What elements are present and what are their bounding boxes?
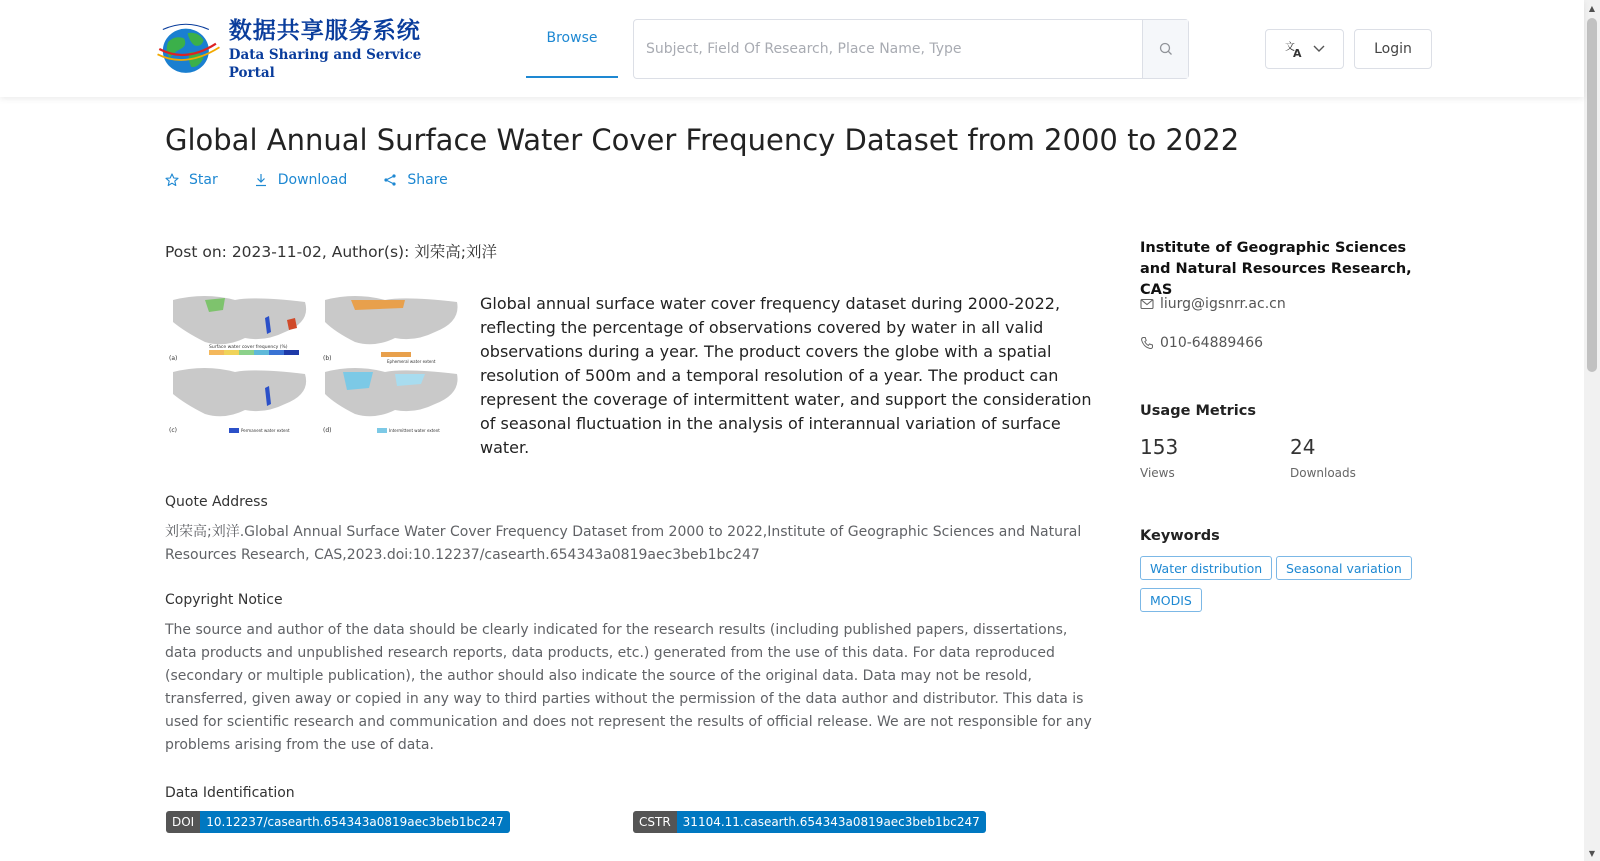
- contact-email[interactable]: [1140, 296, 1286, 312]
- translate-icon: [1285, 40, 1305, 58]
- thumbnail-legend-d: Intermittent water extent: [389, 428, 440, 433]
- search-box: [633, 19, 1189, 79]
- phone-icon: [1140, 336, 1154, 350]
- downloads-label: Downloads: [1290, 466, 1356, 480]
- svg-text:文: 文: [1284, 42, 1295, 53]
- star-button[interactable]: [165, 172, 218, 188]
- nav-browse[interactable]: Browse: [526, 0, 618, 78]
- views-count: 153: [1140, 435, 1179, 459]
- mail-icon: [1140, 298, 1154, 310]
- site-logo[interactable]: [154, 18, 444, 80]
- email-text: liurg@igsnrr.ac.cn: [1160, 296, 1286, 312]
- doi-badge-key: DOI: [166, 811, 200, 833]
- language-switch-button[interactable]: [1265, 29, 1344, 69]
- keyword-tag[interactable]: MODIS: [1140, 588, 1202, 612]
- quote-heading: Quote Address: [165, 494, 268, 510]
- scroll-thumb[interactable]: [1587, 18, 1597, 372]
- thumbnail-legend-c: Permanent water extent: [241, 428, 290, 433]
- globe-logo-icon: [154, 19, 225, 79]
- usage-metrics-heading: Usage Metrics: [1140, 403, 1256, 419]
- share-icon: [383, 173, 397, 187]
- quote-text: 刘荣高;刘洋.Global Annual Surface Water Cover Frequency Dataset from 2000 to 2022,Institute of Geographic Sciences and Natural Resources Research, CAS,2023.doi:10.12237/casearth.654343a0819aec3beb1bc247: [165, 524, 1082, 563]
- keyword-tag[interactable]: Seasonal variation: [1276, 556, 1412, 580]
- downloads-metric: [1290, 434, 1356, 480]
- post-meta: Post on: 2023-11-02, Author(s): 刘荣高;刘洋: [165, 243, 497, 261]
- star-icon: [165, 173, 179, 187]
- thumbnail-legend-a: Surface water cover frequency (%): [209, 345, 288, 350]
- identification-heading: Data Identification: [165, 785, 295, 801]
- keyword-tag[interactable]: Water distribution: [1140, 556, 1272, 580]
- copyright-text: The source and author of the data should be clearly indicated for the research results (including published papers, dissertations, data products and unpublished research reports, data products, etc.) generated from the use of this data. For data reproduced (secondary or multiple publication), the author should also indicate the source of the original data. Data may not be resold, transferred, given away or copied in any way to third parties without the permission of the data author and distributor. This data is used for scientific research and communication and does not represent the results of official release. We are not responsible for any problems arising from the use of data.: [165, 622, 1092, 753]
- cstr-badge-value: 31104.11.casearth.654343a0819aec3beb1bc247: [677, 811, 986, 833]
- keywords-heading: Keywords: [1140, 528, 1220, 544]
- page-scrollbar[interactable]: [1584, 0, 1600, 861]
- login-button[interactable]: Login: [1354, 29, 1432, 69]
- search-button[interactable]: [1142, 20, 1188, 78]
- thumbnail-label-b: (b): [323, 355, 332, 362]
- scroll-up-arrow-icon[interactable]: ▲: [1588, 3, 1596, 13]
- views-label: Views: [1140, 466, 1175, 480]
- share-label: Share: [407, 172, 448, 188]
- svg-text:A: A: [1292, 47, 1302, 58]
- cstr-badge[interactable]: [633, 811, 986, 833]
- copyright-heading: Copyright Notice: [165, 592, 283, 608]
- search-input[interactable]: [634, 20, 1142, 78]
- thumbnail-label-c: (c): [169, 427, 177, 434]
- downloads-count: 24: [1290, 435, 1316, 459]
- doi-badge-value: 10.12237/casearth.654343a0819aec3beb1bc247: [200, 811, 509, 833]
- cstr-badge-key: CSTR: [633, 811, 677, 833]
- phone-text: 010-64889466: [1160, 335, 1264, 351]
- share-button[interactable]: [383, 172, 447, 188]
- logo-chinese-title: 数据共享服务系统: [228, 18, 421, 44]
- dataset-title: Global Annual Surface Water Cover Frequency Dataset from 2000 to 2022: [165, 123, 1240, 157]
- thumbnail-label-d: (d): [323, 427, 332, 434]
- views-metric: [1140, 434, 1178, 480]
- thumbnail-label-a: (a): [169, 355, 178, 362]
- dataset-thumbnail[interactable]: [165, 292, 465, 440]
- thumbnail-legend-b: Ephemeral water extent: [387, 359, 436, 364]
- contact-phone: [1140, 335, 1263, 351]
- star-label: Star: [189, 172, 218, 188]
- institution-name: Institute of Geographic Sciences and Natural Resources Research, CAS: [1140, 240, 1412, 298]
- header: [0, 0, 1584, 97]
- doi-badge[interactable]: [166, 811, 510, 833]
- search-icon: [1159, 42, 1173, 56]
- dataset-description: Global annual surface water cover frequency dataset during 2000-2022, reflecting the percentage of observations covered by water in all valid observations during a year. The product covers the globe with a spatial resolution of 500m and a temporal resolution of a year. The product can represent the coverage of intermittent water, and support the consideration of seasonal fluctuation in the analysis of interannual variation of surface water.: [480, 294, 1092, 457]
- download-label: Download: [277, 172, 348, 188]
- logo-english-title: Data Sharing and Service Portal: [228, 47, 422, 81]
- download-button[interactable]: [254, 172, 348, 188]
- chevron-down-icon: [1313, 45, 1325, 53]
- dataset-actions: [165, 172, 448, 188]
- scroll-down-arrow-icon[interactable]: ▼: [1588, 848, 1596, 858]
- download-icon: [254, 173, 268, 187]
